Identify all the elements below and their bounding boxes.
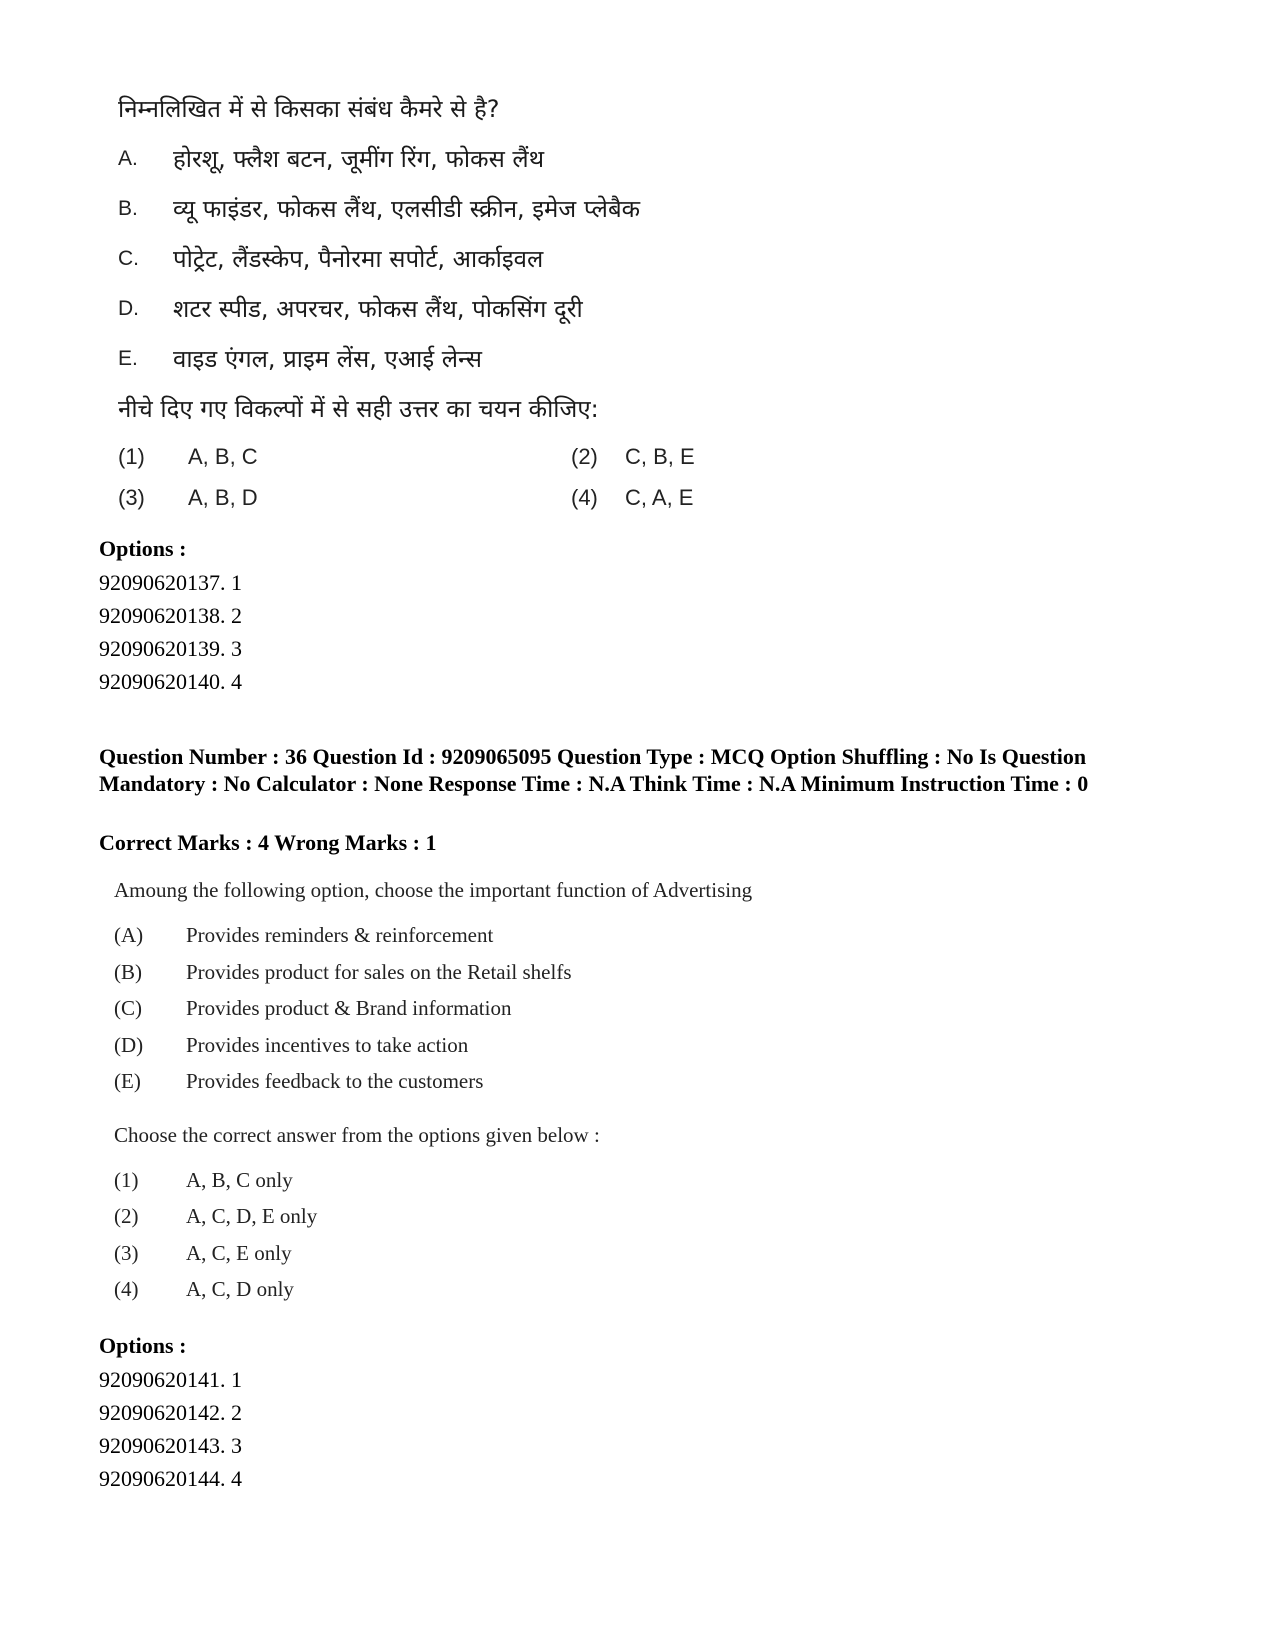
statement-item [114,917,914,954]
statement-text: पोट्रेट, लैंडस्केप, पैनोरमा सपोर्ट, आर्काइवल [173,245,544,273]
answer-number: (3) [118,485,145,510]
statement-label: D. [118,297,139,320]
answer-number: (1) [118,444,145,469]
answer-row [118,477,818,518]
answer-number: (2) [571,444,598,469]
statement-text: शटर स्पीड, अपरचर, फोकस लैंथ, पोकसिंग दूरी [173,295,583,323]
statement-label: (B) [114,959,142,984]
answer-number: (1) [114,1167,139,1192]
statement-text: वाइड एंगल, प्राइम लेंस, एआई लेन्स [173,345,482,373]
statement-item [118,134,818,184]
option-item: 92090620141. 1 [99,1367,242,1392]
option-item: 92090620140. 4 [99,669,242,694]
choose-instruction: नीचे दिए गए विकल्पों में से सही उत्तर का चयन कीजिए: [118,395,599,423]
statement-item [118,184,818,234]
answer-number: (4) [114,1277,139,1301]
statement-item [114,1027,914,1064]
statement-text: होरशू, फ्लैश बटन, जूमींग रिंग, फोकस लैंथ [173,145,545,173]
option-item: 92090620144. 4 [99,1466,242,1491]
marks-line: Correct Marks : 4 Wrong Marks : 1 [99,830,437,855]
statement-label: (A) [114,923,144,947]
answer-choice [571,477,811,518]
statement-text: Provides product & Brand information [186,996,512,1020]
answer-text: A, B, D [188,485,258,510]
options-list [99,566,242,698]
answer-list [114,1162,914,1308]
options-heading: Options : [99,1333,187,1358]
answer-choice [114,1162,914,1199]
answer-number: (3) [114,1240,139,1265]
statement-text: Provides product for sales on the Retail shelfs [186,959,572,984]
option-item: 92090620142. 2 [99,1400,242,1425]
answer-choice [118,477,571,518]
answer-text: A, C, E only [186,1240,292,1265]
option-item: 92090620138. 2 [99,603,242,628]
statement-item [114,954,914,991]
option-item: 92090620143. 3 [99,1433,242,1458]
statement-item [118,234,818,284]
question-meta: Question Number : 36 Question Id : 9209065095 Question Type : MCQ Option Shuffling : No Is Question Mandatory : No Calculator : None Response Time : N.A Think Time : N.A Minimum Instruction Time : 0 [99,744,1089,796]
answer-text: C, A, E [625,485,694,510]
answer-choice [114,1198,914,1235]
choose-instruction: Choose the correct answer from the options given below : [114,1122,600,1147]
statement-label: E. [118,347,138,370]
answer-choice [118,436,571,477]
statement-item [118,334,818,384]
statement-item [114,990,914,1027]
statement-item [114,1063,914,1100]
question-35-image [118,84,818,518]
answer-text: A, C, D, E only [186,1204,318,1228]
option-item: 92090620137. 1 [99,570,242,595]
statement-label: (E) [114,1069,141,1093]
question-stem: Amoung the following option, choose the important function of Advertising [114,878,753,902]
statement-text: Provides incentives to take action [186,1032,469,1057]
answer-text: C, B, E [625,444,695,469]
statement-label: (D) [114,1032,144,1057]
statement-item [118,284,818,334]
answer-row [118,436,818,477]
options-list [99,1363,242,1495]
question-36-image [114,872,914,1308]
statement-label: B. [118,197,138,220]
statement-text: Provides reminders & reinforcement [186,923,494,947]
statement-text: Provides feedback to the customers [186,1069,484,1093]
question-stem: निम्नलिखित में से किसका संबंध कैमरे से है? [118,95,500,123]
statement-text: व्यू फाइंडर, फोकस लैंथ, एलसीडी स्क्रीन, इमेज प्लेबैक [173,195,641,223]
statement-label: (C) [114,996,142,1020]
answer-choice [571,436,811,477]
answer-text: A, C, D only [186,1277,294,1301]
statement-list [114,917,914,1100]
answer-number: (4) [571,485,598,510]
options-heading: Options : [99,536,187,561]
answer-text: A, B, C [188,444,258,469]
answer-number: (2) [114,1204,139,1228]
statement-label: A. [118,147,138,170]
answer-choice [114,1235,914,1272]
answer-grid [118,436,818,518]
option-item: 92090620139. 3 [99,636,242,661]
answer-text: A, B, C only [186,1167,293,1192]
answer-choice [114,1271,914,1308]
statement-label: C. [118,247,139,270]
